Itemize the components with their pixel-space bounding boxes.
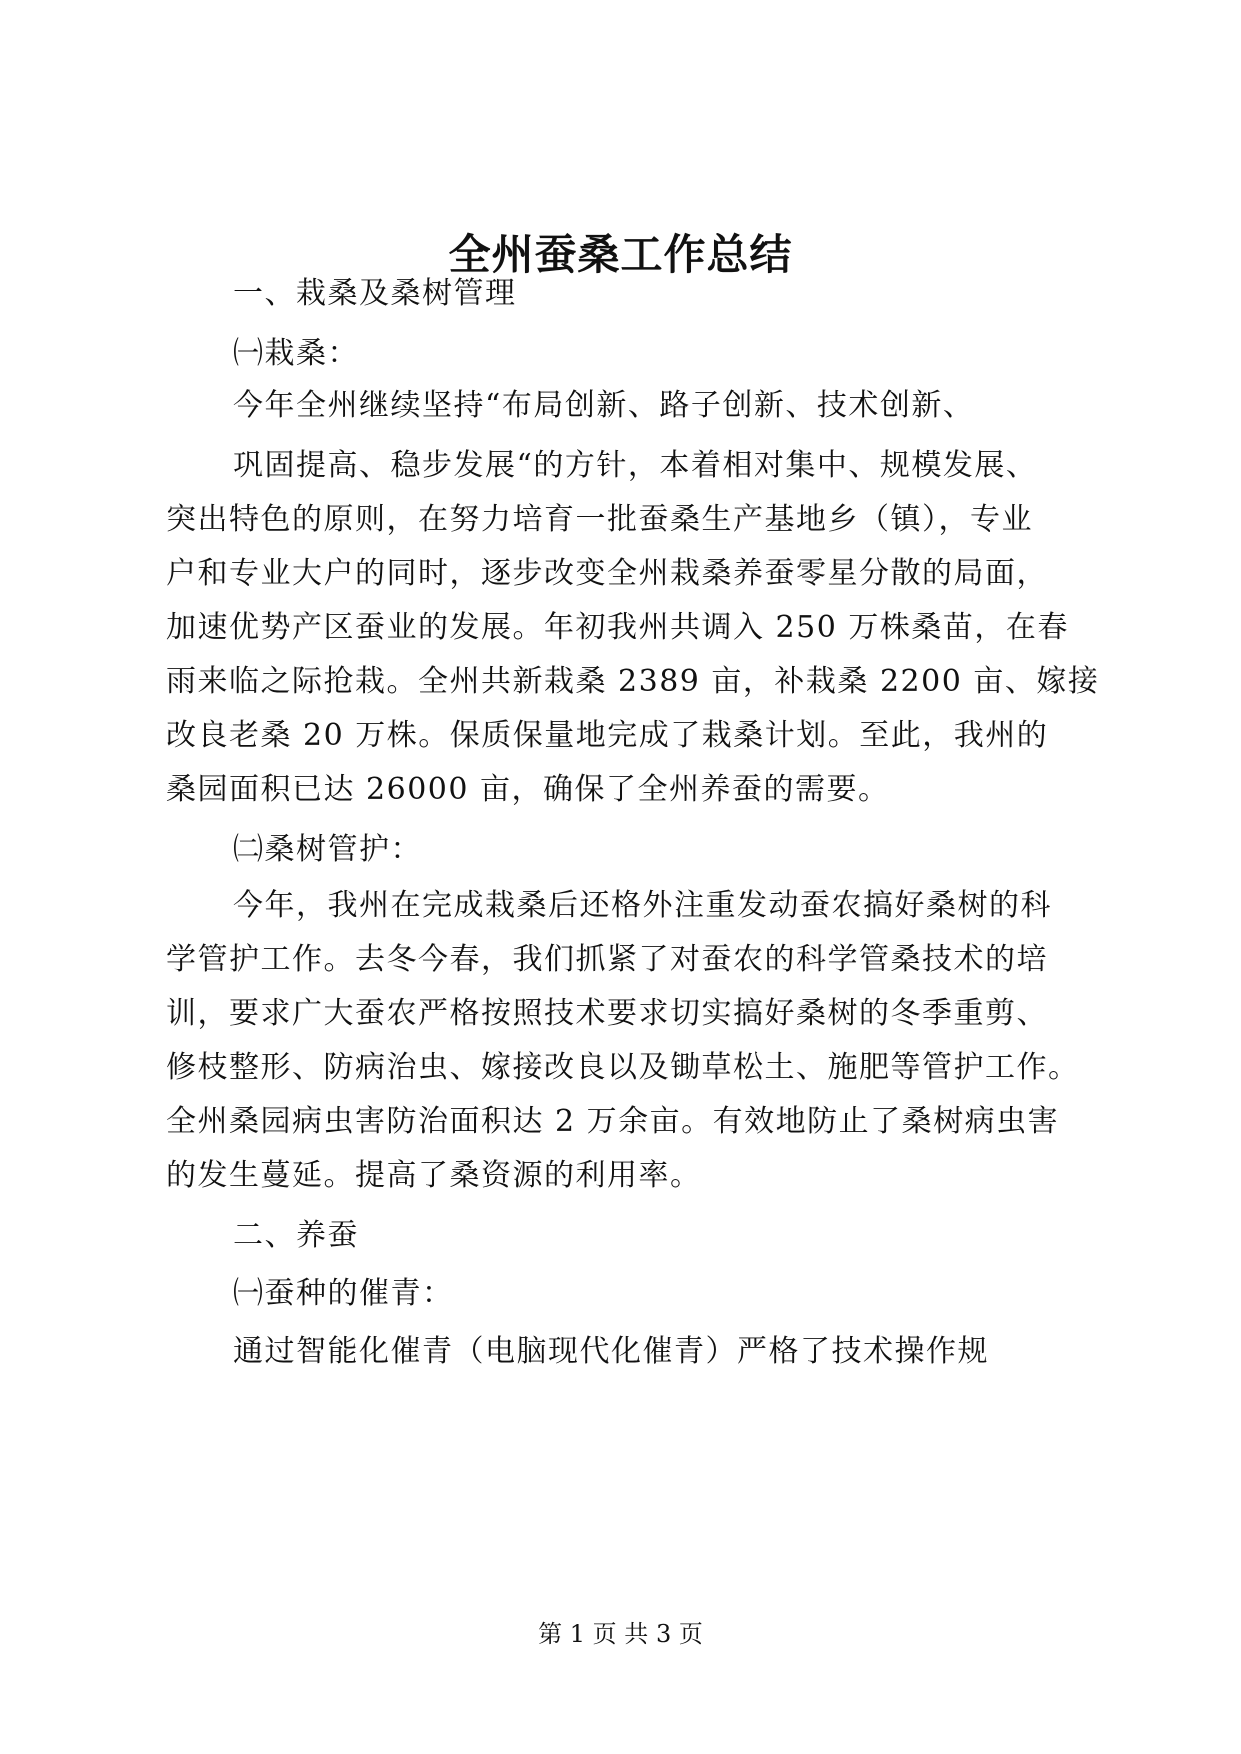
paragraph-line: 学管护工作。去冬今春，我们抓紧了对蚕农的科学管桑技术的培 <box>166 942 1048 977</box>
subsection-heading: ㈠蚕种的催青： <box>233 1276 454 1311</box>
paragraph-line: 今年，我州在完成栽桑后还格外注重发动蚕农搞好桑树的科 <box>233 888 1052 923</box>
section-heading-2: 二、养蚕 <box>233 1218 359 1253</box>
paragraph-line: 全州桑园病虫害防治面积达 2 万余亩。有效地防止了桑树病虫害 <box>166 1104 1060 1139</box>
paragraph-line: 户和专业大户的同时，逐步改变全州栽桑养蚕零星分散的局面， <box>166 556 1048 591</box>
subsection-heading: ㈠栽桑： <box>233 336 359 371</box>
paragraph-line: 改良老桑 20 万株。保质保量地完成了栽桑计划。至此，我州的 <box>166 718 1049 753</box>
paragraph-line: 的发生蔓延。提高了桑资源的利用率。 <box>166 1158 702 1193</box>
page-footer: 第 1 页 共 3 页 <box>538 1620 703 1648</box>
paragraph-line: 加速优势产区蚕业的发展。年初我州共调入 250 万株桑苗，在春 <box>166 610 1069 645</box>
paragraph-line: 训，要求广大蚕农严格按照技术要求切实搞好桑树的冬季重剪、 <box>166 996 1048 1031</box>
paragraph-line: 通过智能化催青（电脑现代化催青）严格了技术操作规 <box>233 1334 989 1369</box>
paragraph-line: 突出特色的原则，在努力培育一批蚕桑生产基地乡（镇），专业 <box>166 502 1033 537</box>
document-title: 全州蚕桑工作总结 <box>448 230 793 279</box>
subsection-heading: ㈡桑树管护： <box>233 832 422 867</box>
paragraph-line: 桑园面积已达 26000 亩，确保了全州养蚕的需要。 <box>166 772 890 807</box>
paragraph-line: 雨来临之际抢栽。全州共新栽桑 2389 亩，补栽桑 2200 亩、嫁接 <box>166 664 1100 699</box>
paragraph-line: 巩固提高、稳步发展“的方针，本着相对集中、规模发展、 <box>233 448 1038 483</box>
paragraph-line: 修枝整形、防病治虫、嫁接改良以及锄草松土、施肥等管护工作。 <box>166 1050 1080 1085</box>
section-heading-1: 一、栽桑及桑树管理 <box>233 276 517 311</box>
paragraph-line: 今年全州继续坚持“布局创新、路子创新、技术创新、 <box>233 388 975 423</box>
